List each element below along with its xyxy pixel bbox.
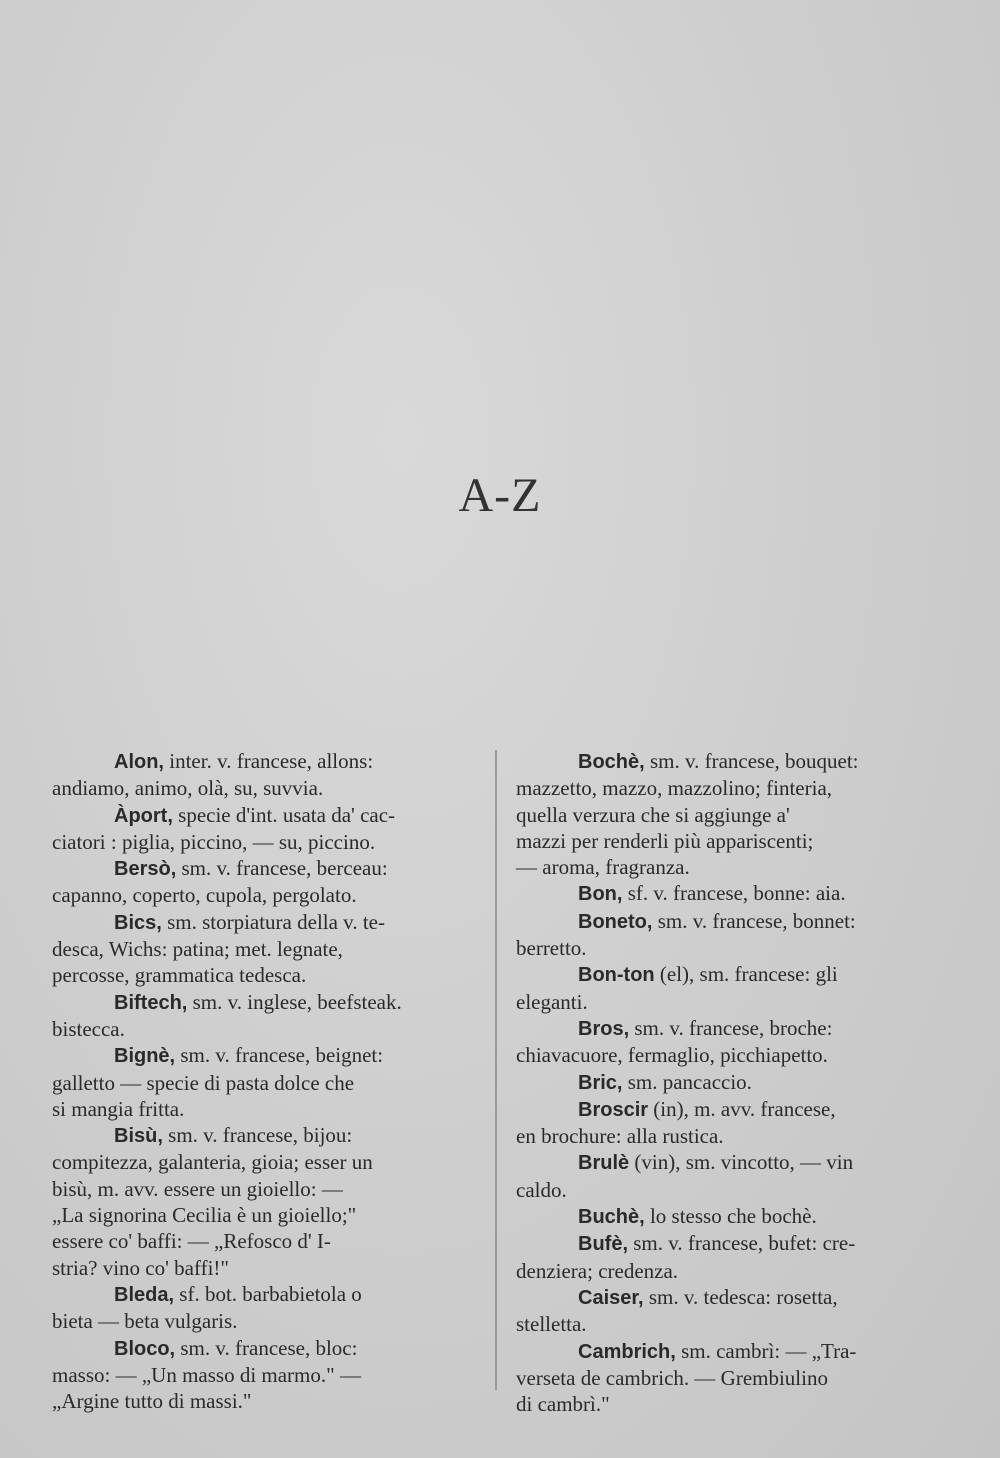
entry-text: sm. v. francese, bonnet: — [657, 908, 856, 933]
entry-line — [516, 854, 946, 880]
entry-first-line — [516, 1069, 946, 1096]
dictionary-entry — [52, 1042, 484, 1122]
right-column — [516, 748, 946, 1417]
entry-first-line — [52, 1122, 484, 1149]
entry-first-line — [516, 1203, 946, 1230]
entry-text: berretto. — [516, 936, 587, 961]
entry-text: specie d'int. usata da' cac- — [178, 802, 396, 827]
dictionary-entry — [52, 748, 484, 802]
entry-line — [516, 1365, 946, 1391]
entry-headword: Cambrich, — [578, 1340, 676, 1363]
entry-headword: Alon, — [114, 751, 164, 773]
entry-text: verseta de cambrich. — Grembiulino — [516, 1365, 828, 1390]
entry-line — [52, 775, 484, 801]
entry-text: — aroma, fragranza. — [516, 855, 690, 880]
entry-headword: Caiser, — [578, 1286, 644, 1309]
entry-first-line — [52, 748, 484, 775]
dictionary-entry — [52, 1335, 484, 1415]
entry-text: inter. v. francese, allons: — [169, 749, 374, 773]
dictionary-entry — [516, 1149, 946, 1203]
entry-headword: Bric, — [578, 1071, 623, 1094]
entry-line — [52, 1362, 484, 1388]
entry-text: stelletta. — [516, 1312, 587, 1337]
entry-text: sm. v. francese, bijou: — [168, 1123, 353, 1148]
entry-first-line — [52, 1281, 484, 1308]
entry-first-line — [52, 802, 484, 829]
entry-line — [52, 1255, 484, 1281]
entry-headword: Buchè, — [578, 1206, 645, 1229]
dictionary-entry — [516, 1230, 946, 1284]
entry-text: si mangia fritta. — [52, 1096, 185, 1121]
entry-text: (vin), sm. vincotto, — vin — [634, 1150, 854, 1175]
entry-text: bisù, m. avv. essere un gioiello: — — [52, 1176, 343, 1201]
entry-text: galletto — specie di pasta dolce che — [52, 1070, 355, 1095]
entry-first-line — [516, 748, 946, 775]
entry-text: chiavacuore, fermaglio, picchiapetto. — [516, 1043, 828, 1068]
entry-text: sm. v. francese, broche: — [634, 1015, 833, 1040]
entry-text: mazzetto, mazzo, mazzolino; finteria, — [516, 776, 833, 801]
dictionary-entry — [52, 1281, 484, 1335]
entry-line — [52, 1070, 484, 1096]
dictionary-entry — [516, 880, 946, 907]
entry-line — [52, 1016, 484, 1042]
dictionary-entry — [516, 1203, 946, 1230]
entry-headword: Bignè, — [114, 1045, 176, 1068]
entry-headword: Biftech, — [114, 991, 188, 1014]
entry-headword: Broscir — [578, 1098, 649, 1121]
dictionary-entry — [516, 908, 946, 962]
entry-first-line — [516, 961, 946, 988]
dictionary-entry — [516, 748, 946, 880]
entry-text: di cambrì." — [516, 1392, 610, 1417]
entry-headword: Bros, — [578, 1017, 630, 1040]
entry-text: sm. v. francese, bouquet: — [649, 749, 859, 773]
entry-text: denziera; credenza. — [516, 1258, 679, 1283]
entry-line — [516, 1177, 946, 1203]
entry-text: „Argine tutto di massi." — [52, 1389, 252, 1414]
entry-line — [516, 775, 946, 801]
page-title: A-Z — [458, 469, 542, 522]
entry-line — [52, 829, 484, 855]
entry-first-line — [516, 1284, 946, 1311]
entry-line — [52, 962, 484, 988]
entry-text: quella verzura che si aggiunge a' — [516, 802, 790, 827]
entry-text: sm. v. francese, berceau: — [181, 856, 388, 881]
entry-text: bieta — beta vulgaris. — [52, 1309, 238, 1334]
entry-headword: Brulè — [578, 1152, 630, 1175]
entry-line — [516, 1391, 946, 1417]
entry-line — [52, 1228, 484, 1254]
entry-line — [52, 1202, 484, 1228]
entry-text: sf. bot. barbabietola o — [179, 1281, 362, 1306]
entry-text: andiamo, animo, olà, su, suvvia. — [52, 776, 324, 801]
entry-text: bistecca. — [52, 1016, 125, 1041]
entry-text: percosse, grammatica tedesca. — [52, 963, 307, 988]
entry-first-line — [516, 880, 946, 907]
entry-text: stria? vino co' baffi!" — [52, 1255, 229, 1280]
entry-text: en brochure: alla rustica. — [516, 1124, 724, 1149]
entry-line — [52, 1149, 484, 1175]
entry-line — [52, 936, 484, 962]
entry-text: sf. v. francese, bonne: aia. — [627, 881, 846, 906]
entry-line — [516, 802, 946, 828]
entry-first-line — [52, 1335, 484, 1362]
entry-text: sm. cambrì: — „Tra- — [681, 1338, 857, 1363]
entry-headword: Bochè, — [578, 751, 645, 773]
entry-first-line — [516, 1149, 946, 1176]
dictionary-entry — [52, 989, 484, 1043]
entry-line — [516, 989, 946, 1015]
entry-text: eleganti. — [516, 989, 588, 1014]
entry-text: sm. v. francese, bloc: — [180, 1335, 358, 1360]
entry-first-line — [52, 909, 484, 936]
entry-text: „La signorina Cecilia è un gioiello;" — [52, 1203, 357, 1228]
entry-text: masso: — „Un masso di marmo." — — [52, 1362, 361, 1387]
entry-headword: Bon-ton — [578, 964, 655, 987]
entry-text: sm. v. francese, bufet: cre- — [633, 1231, 856, 1256]
entry-text: mazzi per renderli più appariscenti; — [516, 828, 814, 853]
column-divider — [495, 750, 497, 1390]
entry-text: desca, Wichs: patina; met. legnate, — [52, 937, 343, 962]
dictionary-entry — [52, 802, 484, 856]
entry-line — [516, 828, 946, 854]
entry-text: sm. storpiatura della v. te- — [167, 909, 385, 934]
entry-text: ciatori : piglia, piccino, — su, piccino. — [52, 829, 376, 854]
dictionary-entry — [516, 1069, 946, 1096]
entry-line — [516, 1311, 946, 1337]
entry-first-line — [516, 1338, 946, 1365]
entry-line — [52, 1096, 484, 1122]
entry-text: capanno, coperto, cupola, pergolato. — [52, 883, 357, 908]
entry-line — [516, 1258, 946, 1284]
dictionary-entry — [52, 1122, 484, 1281]
entry-headword: Àport, — [114, 804, 173, 827]
left-column — [52, 748, 484, 1414]
dictionary-entry — [52, 855, 484, 909]
entry-first-line — [52, 1042, 484, 1069]
entry-headword: Boneto, — [578, 910, 653, 933]
entry-first-line — [52, 855, 484, 882]
entry-first-line — [516, 908, 946, 935]
entry-line — [52, 1176, 484, 1202]
entry-first-line — [516, 1015, 946, 1042]
entry-headword: Bloco, — [114, 1337, 176, 1360]
entry-headword: Bics, — [114, 911, 162, 934]
entry-first-line — [516, 1230, 946, 1257]
entry-headword: Bisù, — [114, 1125, 163, 1148]
entry-line — [516, 935, 946, 961]
entry-line — [52, 1308, 484, 1334]
entry-text: compitezza, galanteria, gioia; esser un — [52, 1150, 373, 1175]
dictionary-entry — [516, 961, 946, 1015]
dictionary-entry — [516, 1338, 946, 1418]
entry-line — [516, 1123, 946, 1149]
entry-text: sm. v. inglese, beefsteak. — [192, 989, 402, 1014]
entry-headword: Bersò, — [114, 858, 177, 881]
entry-text: sm. v. francese, beignet: — [180, 1043, 384, 1068]
entry-text: (el), sm. francese: gli — [659, 962, 838, 987]
dictionary-entry — [52, 909, 484, 989]
entry-first-line — [52, 989, 484, 1016]
dictionary-entry — [516, 1096, 946, 1150]
entry-text: caldo. — [516, 1177, 567, 1202]
entry-headword: Bleda, — [114, 1283, 175, 1306]
entry-headword: Bon, — [578, 883, 623, 906]
dictionary-entry — [516, 1015, 946, 1069]
entry-headword: Bufè, — [578, 1233, 628, 1256]
entry-line — [516, 1042, 946, 1068]
entry-text: sm. v. tedesca: rosetta, — [648, 1284, 838, 1309]
entry-line — [52, 1388, 484, 1414]
entry-text: (in), m. avv. francese, — [653, 1096, 836, 1121]
entry-text: sm. pancaccio. — [627, 1069, 752, 1094]
dictionary-entry — [516, 1284, 946, 1338]
entry-line — [52, 882, 484, 908]
entry-first-line — [516, 1096, 946, 1123]
entry-text: lo stesso che bochè. — [649, 1204, 817, 1229]
entry-text: essere co' baffi: — „Refosco d' I- — [52, 1229, 331, 1254]
